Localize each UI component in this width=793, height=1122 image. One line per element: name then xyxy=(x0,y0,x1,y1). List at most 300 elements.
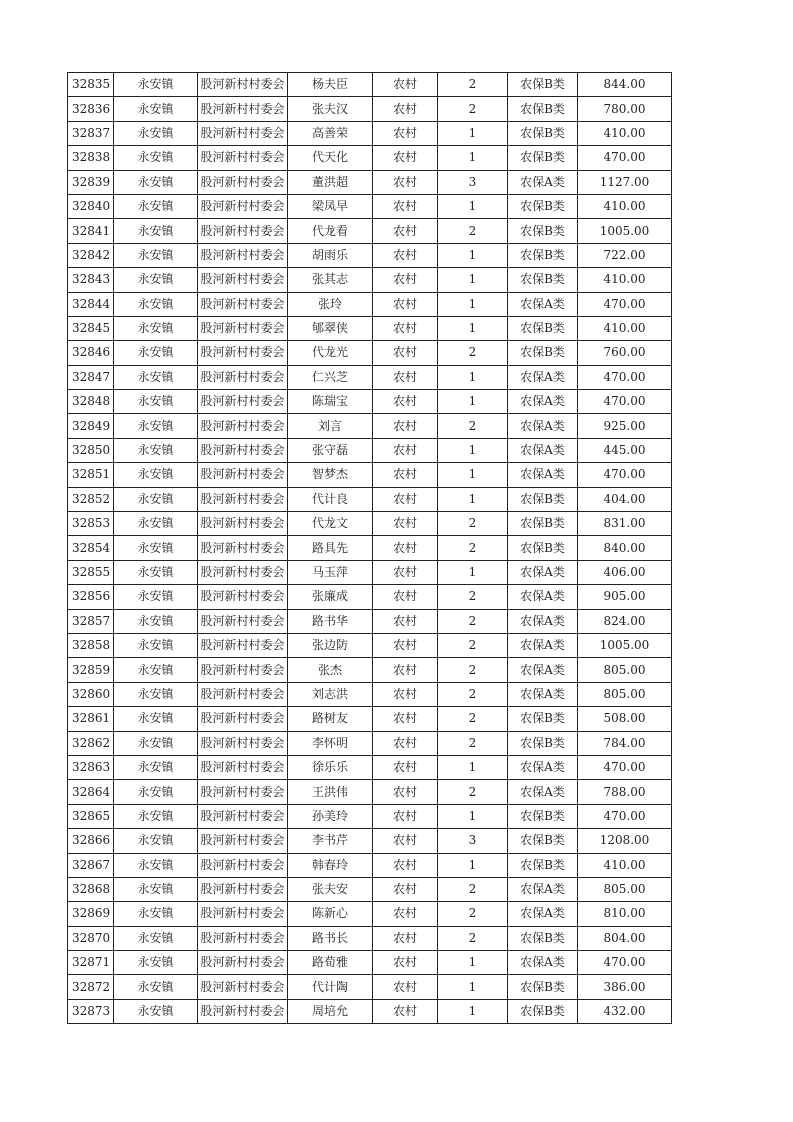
household-type-cell: 农村 xyxy=(373,194,438,218)
table-row xyxy=(68,682,672,706)
member-count-cell: 2 xyxy=(438,97,508,121)
row-id-cell: 32853 xyxy=(68,512,114,536)
household-type-cell: 农村 xyxy=(373,170,438,194)
town-cell: 永安镇 xyxy=(114,121,198,145)
name-cell: 梁凤早 xyxy=(288,194,373,218)
insurance-category-cell: 农保A类 xyxy=(508,170,578,194)
household-type-cell: 农村 xyxy=(373,609,438,633)
name-cell: 韩春玲 xyxy=(288,853,373,877)
member-count-cell: 3 xyxy=(438,829,508,853)
town-cell: 永安镇 xyxy=(114,438,198,462)
name-cell: 张玲 xyxy=(288,292,373,316)
town-cell: 永安镇 xyxy=(114,414,198,438)
household-type-cell: 农村 xyxy=(373,999,438,1023)
member-count-cell: 2 xyxy=(438,219,508,243)
name-cell: 董洪超 xyxy=(288,170,373,194)
row-id-cell: 32855 xyxy=(68,560,114,584)
household-type-cell: 农村 xyxy=(373,853,438,877)
member-count-cell: 2 xyxy=(438,707,508,731)
table-row xyxy=(68,341,672,365)
member-count-cell: 1 xyxy=(438,755,508,779)
household-type-cell: 农村 xyxy=(373,341,438,365)
name-cell: 路具先 xyxy=(288,536,373,560)
table-row xyxy=(68,365,672,389)
member-count-cell: 1 xyxy=(438,390,508,414)
insurance-category-cell: 农保A类 xyxy=(508,292,578,316)
village-cell: 股河新村村委会 xyxy=(198,780,288,804)
amount-cell: 844.00 xyxy=(578,73,672,97)
member-count-cell: 1 xyxy=(438,804,508,828)
row-id-cell: 32869 xyxy=(68,902,114,926)
town-cell: 永安镇 xyxy=(114,755,198,779)
name-cell: 代龙文 xyxy=(288,512,373,536)
household-type-cell: 农村 xyxy=(373,975,438,999)
name-cell: 陈新心 xyxy=(288,902,373,926)
name-cell: 路树友 xyxy=(288,707,373,731)
member-count-cell: 1 xyxy=(438,365,508,389)
name-cell: 胡雨乐 xyxy=(288,243,373,267)
amount-cell: 925.00 xyxy=(578,414,672,438)
row-id-cell: 32843 xyxy=(68,268,114,292)
household-type-cell: 农村 xyxy=(373,682,438,706)
amount-cell: 1208.00 xyxy=(578,829,672,853)
table-row xyxy=(68,219,672,243)
member-count-cell: 1 xyxy=(438,121,508,145)
amount-cell: 432.00 xyxy=(578,999,672,1023)
village-cell: 股河新村村委会 xyxy=(198,731,288,755)
village-cell: 股河新村村委会 xyxy=(198,926,288,950)
household-type-cell: 农村 xyxy=(373,292,438,316)
table-row xyxy=(68,877,672,901)
town-cell: 永安镇 xyxy=(114,365,198,389)
member-count-cell: 1 xyxy=(438,951,508,975)
town-cell: 永安镇 xyxy=(114,731,198,755)
row-id-cell: 32865 xyxy=(68,804,114,828)
member-count-cell: 2 xyxy=(438,780,508,804)
village-cell: 股河新村村委会 xyxy=(198,243,288,267)
row-id-cell: 32873 xyxy=(68,999,114,1023)
name-cell: 代龙看 xyxy=(288,219,373,243)
household-type-cell: 农村 xyxy=(373,243,438,267)
name-cell: 路书长 xyxy=(288,926,373,950)
insurance-category-cell: 农保A类 xyxy=(508,951,578,975)
amount-cell: 410.00 xyxy=(578,853,672,877)
row-id-cell: 32870 xyxy=(68,926,114,950)
insurance-category-cell: 农保A类 xyxy=(508,365,578,389)
table-row xyxy=(68,658,672,682)
insurance-category-cell: 农保A类 xyxy=(508,877,578,901)
row-id-cell: 32846 xyxy=(68,341,114,365)
member-count-cell: 2 xyxy=(438,512,508,536)
data-table xyxy=(67,72,672,1024)
insurance-category-cell: 农保A类 xyxy=(508,609,578,633)
member-count-cell: 2 xyxy=(438,926,508,950)
row-id-cell: 32847 xyxy=(68,365,114,389)
table-row xyxy=(68,268,672,292)
insurance-category-cell: 农保B类 xyxy=(508,926,578,950)
table-row xyxy=(68,292,672,316)
row-id-cell: 32856 xyxy=(68,585,114,609)
amount-cell: 905.00 xyxy=(578,585,672,609)
amount-cell: 804.00 xyxy=(578,926,672,950)
row-id-cell: 32838 xyxy=(68,146,114,170)
table-row xyxy=(68,512,672,536)
amount-cell: 805.00 xyxy=(578,877,672,901)
village-cell: 股河新村村委会 xyxy=(198,975,288,999)
insurance-category-cell: 农保A类 xyxy=(508,438,578,462)
town-cell: 永安镇 xyxy=(114,926,198,950)
name-cell: 马玉萍 xyxy=(288,560,373,584)
household-type-cell: 农村 xyxy=(373,926,438,950)
name-cell: 杨夫臣 xyxy=(288,73,373,97)
household-type-cell: 农村 xyxy=(373,731,438,755)
member-count-cell: 2 xyxy=(438,585,508,609)
insurance-category-cell: 农保A类 xyxy=(508,560,578,584)
village-cell: 股河新村村委会 xyxy=(198,463,288,487)
town-cell: 永安镇 xyxy=(114,560,198,584)
town-cell: 永安镇 xyxy=(114,292,198,316)
village-cell: 股河新村村委会 xyxy=(198,219,288,243)
table-row xyxy=(68,902,672,926)
town-cell: 永安镇 xyxy=(114,658,198,682)
town-cell: 永安镇 xyxy=(114,829,198,853)
household-type-cell: 农村 xyxy=(373,512,438,536)
village-cell: 股河新村村委会 xyxy=(198,951,288,975)
insurance-category-cell: 农保B类 xyxy=(508,707,578,731)
member-count-cell: 1 xyxy=(438,292,508,316)
insurance-category-cell: 农保A类 xyxy=(508,682,578,706)
table-row xyxy=(68,999,672,1023)
row-id-cell: 32858 xyxy=(68,633,114,657)
table-row xyxy=(68,463,672,487)
insurance-category-cell: 农保B类 xyxy=(508,512,578,536)
name-cell: 郇翠侠 xyxy=(288,316,373,340)
insurance-category-cell: 农保B类 xyxy=(508,146,578,170)
amount-cell: 831.00 xyxy=(578,512,672,536)
insurance-category-cell: 农保B类 xyxy=(508,194,578,218)
row-id-cell: 32839 xyxy=(68,170,114,194)
insurance-category-cell: 农保B类 xyxy=(508,219,578,243)
village-cell: 股河新村村委会 xyxy=(198,853,288,877)
town-cell: 永安镇 xyxy=(114,707,198,731)
member-count-cell: 1 xyxy=(438,194,508,218)
insurance-category-cell: 农保B类 xyxy=(508,121,578,145)
village-cell: 股河新村村委会 xyxy=(198,707,288,731)
village-cell: 股河新村村委会 xyxy=(198,316,288,340)
insurance-category-cell: 农保B类 xyxy=(508,536,578,560)
name-cell: 徐乐乐 xyxy=(288,755,373,779)
member-count-cell: 2 xyxy=(438,658,508,682)
amount-cell: 410.00 xyxy=(578,121,672,145)
village-cell: 股河新村村委会 xyxy=(198,536,288,560)
village-cell: 股河新村村委会 xyxy=(198,512,288,536)
village-cell: 股河新村村委会 xyxy=(198,97,288,121)
row-id-cell: 32857 xyxy=(68,609,114,633)
insurance-category-cell: 农保A类 xyxy=(508,658,578,682)
village-cell: 股河新村村委会 xyxy=(198,73,288,97)
amount-cell: 470.00 xyxy=(578,292,672,316)
table-row xyxy=(68,438,672,462)
name-cell: 王洪伟 xyxy=(288,780,373,804)
member-count-cell: 1 xyxy=(438,316,508,340)
amount-cell: 722.00 xyxy=(578,243,672,267)
household-type-cell: 农村 xyxy=(373,487,438,511)
household-type-cell: 农村 xyxy=(373,463,438,487)
household-type-cell: 农村 xyxy=(373,414,438,438)
household-type-cell: 农村 xyxy=(373,707,438,731)
name-cell: 高善荣 xyxy=(288,121,373,145)
insurance-category-cell: 农保B类 xyxy=(508,829,578,853)
town-cell: 永安镇 xyxy=(114,999,198,1023)
member-count-cell: 2 xyxy=(438,414,508,438)
table-row xyxy=(68,97,672,121)
village-cell: 股河新村村委会 xyxy=(198,682,288,706)
row-id-cell: 32866 xyxy=(68,829,114,853)
row-id-cell: 32851 xyxy=(68,463,114,487)
member-count-cell: 2 xyxy=(438,682,508,706)
table-row xyxy=(68,414,672,438)
row-id-cell: 32854 xyxy=(68,536,114,560)
household-type-cell: 农村 xyxy=(373,536,438,560)
row-id-cell: 32868 xyxy=(68,877,114,901)
insurance-category-cell: 农保B类 xyxy=(508,999,578,1023)
name-cell: 周培允 xyxy=(288,999,373,1023)
table-row xyxy=(68,926,672,950)
town-cell: 永安镇 xyxy=(114,243,198,267)
village-cell: 股河新村村委会 xyxy=(198,341,288,365)
amount-cell: 470.00 xyxy=(578,755,672,779)
member-count-cell: 1 xyxy=(438,487,508,511)
village-cell: 股河新村村委会 xyxy=(198,414,288,438)
village-cell: 股河新村村委会 xyxy=(198,877,288,901)
town-cell: 永安镇 xyxy=(114,585,198,609)
member-count-cell: 1 xyxy=(438,975,508,999)
row-id-cell: 32863 xyxy=(68,755,114,779)
member-count-cell: 2 xyxy=(438,73,508,97)
table-row xyxy=(68,536,672,560)
town-cell: 永安镇 xyxy=(114,609,198,633)
amount-cell: 404.00 xyxy=(578,487,672,511)
town-cell: 永安镇 xyxy=(114,975,198,999)
row-id-cell: 32861 xyxy=(68,707,114,731)
amount-cell: 1127.00 xyxy=(578,170,672,194)
village-cell: 股河新村村委会 xyxy=(198,438,288,462)
village-cell: 股河新村村委会 xyxy=(198,609,288,633)
village-cell: 股河新村村委会 xyxy=(198,170,288,194)
amount-cell: 784.00 xyxy=(578,731,672,755)
member-count-cell: 1 xyxy=(438,560,508,584)
name-cell: 路书华 xyxy=(288,609,373,633)
insurance-category-cell: 农保B类 xyxy=(508,731,578,755)
village-cell: 股河新村村委会 xyxy=(198,658,288,682)
town-cell: 永安镇 xyxy=(114,853,198,877)
member-count-cell: 1 xyxy=(438,146,508,170)
name-cell: 代计陶 xyxy=(288,975,373,999)
amount-cell: 810.00 xyxy=(578,902,672,926)
name-cell: 刘言 xyxy=(288,414,373,438)
village-cell: 股河新村村委会 xyxy=(198,633,288,657)
table-row xyxy=(68,73,672,97)
household-type-cell: 农村 xyxy=(373,121,438,145)
name-cell: 张夫汉 xyxy=(288,97,373,121)
village-cell: 股河新村村委会 xyxy=(198,902,288,926)
household-type-cell: 农村 xyxy=(373,804,438,828)
name-cell: 张廉成 xyxy=(288,585,373,609)
name-cell: 代龙光 xyxy=(288,341,373,365)
row-id-cell: 32837 xyxy=(68,121,114,145)
household-type-cell: 农村 xyxy=(373,585,438,609)
amount-cell: 760.00 xyxy=(578,341,672,365)
member-count-cell: 2 xyxy=(438,341,508,365)
village-cell: 股河新村村委会 xyxy=(198,829,288,853)
household-type-cell: 农村 xyxy=(373,365,438,389)
table-row xyxy=(68,755,672,779)
name-cell: 孙美玲 xyxy=(288,804,373,828)
name-cell: 李书芹 xyxy=(288,829,373,853)
household-type-cell: 农村 xyxy=(373,390,438,414)
village-cell: 股河新村村委会 xyxy=(198,999,288,1023)
member-count-cell: 2 xyxy=(438,877,508,901)
insurance-category-cell: 农保A类 xyxy=(508,463,578,487)
name-cell: 仁兴芝 xyxy=(288,365,373,389)
household-type-cell: 农村 xyxy=(373,829,438,853)
household-type-cell: 农村 xyxy=(373,316,438,340)
amount-cell: 470.00 xyxy=(578,390,672,414)
member-count-cell: 1 xyxy=(438,999,508,1023)
member-count-cell: 1 xyxy=(438,853,508,877)
table-row xyxy=(68,121,672,145)
amount-cell: 445.00 xyxy=(578,438,672,462)
town-cell: 永安镇 xyxy=(114,902,198,926)
town-cell: 永安镇 xyxy=(114,146,198,170)
town-cell: 永安镇 xyxy=(114,780,198,804)
household-type-cell: 农村 xyxy=(373,780,438,804)
member-count-cell: 2 xyxy=(438,731,508,755)
name-cell: 智梦杰 xyxy=(288,463,373,487)
name-cell: 张其志 xyxy=(288,268,373,292)
village-cell: 股河新村村委会 xyxy=(198,121,288,145)
insurance-category-cell: 农保B类 xyxy=(508,73,578,97)
row-id-cell: 32840 xyxy=(68,194,114,218)
amount-cell: 470.00 xyxy=(578,146,672,170)
household-type-cell: 农村 xyxy=(373,902,438,926)
table-row xyxy=(68,731,672,755)
table-row xyxy=(68,585,672,609)
insurance-category-cell: 农保B类 xyxy=(508,268,578,292)
village-cell: 股河新村村委会 xyxy=(198,755,288,779)
village-cell: 股河新村村委会 xyxy=(198,560,288,584)
insurance-category-cell: 农保B类 xyxy=(508,804,578,828)
row-id-cell: 32859 xyxy=(68,658,114,682)
village-cell: 股河新村村委会 xyxy=(198,292,288,316)
row-id-cell: 32848 xyxy=(68,390,114,414)
town-cell: 永安镇 xyxy=(114,170,198,194)
row-id-cell: 32835 xyxy=(68,73,114,97)
town-cell: 永安镇 xyxy=(114,390,198,414)
household-type-cell: 农村 xyxy=(373,951,438,975)
amount-cell: 406.00 xyxy=(578,560,672,584)
town-cell: 永安镇 xyxy=(114,804,198,828)
member-count-cell: 1 xyxy=(438,438,508,462)
amount-cell: 470.00 xyxy=(578,463,672,487)
amount-cell: 410.00 xyxy=(578,268,672,292)
row-id-cell: 32841 xyxy=(68,219,114,243)
village-cell: 股河新村村委会 xyxy=(198,194,288,218)
amount-cell: 1005.00 xyxy=(578,633,672,657)
table-row xyxy=(68,804,672,828)
village-cell: 股河新村村委会 xyxy=(198,804,288,828)
amount-cell: 410.00 xyxy=(578,194,672,218)
amount-cell: 470.00 xyxy=(578,804,672,828)
town-cell: 永安镇 xyxy=(114,512,198,536)
table-row xyxy=(68,146,672,170)
village-cell: 股河新村村委会 xyxy=(198,146,288,170)
village-cell: 股河新村村委会 xyxy=(198,365,288,389)
amount-cell: 410.00 xyxy=(578,316,672,340)
insurance-category-cell: 农保B类 xyxy=(508,97,578,121)
amount-cell: 470.00 xyxy=(578,951,672,975)
amount-cell: 840.00 xyxy=(578,536,672,560)
household-type-cell: 农村 xyxy=(373,219,438,243)
row-id-cell: 32871 xyxy=(68,951,114,975)
name-cell: 张守磊 xyxy=(288,438,373,462)
name-cell: 路荀雅 xyxy=(288,951,373,975)
household-type-cell: 农村 xyxy=(373,73,438,97)
row-id-cell: 32867 xyxy=(68,853,114,877)
row-id-cell: 32844 xyxy=(68,292,114,316)
name-cell: 张杰 xyxy=(288,658,373,682)
table-row xyxy=(68,829,672,853)
table-row xyxy=(68,780,672,804)
town-cell: 永安镇 xyxy=(114,877,198,901)
village-cell: 股河新村村委会 xyxy=(198,390,288,414)
member-count-cell: 2 xyxy=(438,536,508,560)
row-id-cell: 32845 xyxy=(68,316,114,340)
amount-cell: 386.00 xyxy=(578,975,672,999)
name-cell: 刘志洪 xyxy=(288,682,373,706)
insurance-category-cell: 农保A类 xyxy=(508,414,578,438)
town-cell: 永安镇 xyxy=(114,268,198,292)
amount-cell: 1005.00 xyxy=(578,219,672,243)
member-count-cell: 2 xyxy=(438,902,508,926)
table-row xyxy=(68,609,672,633)
name-cell: 陈瑞宝 xyxy=(288,390,373,414)
row-id-cell: 32836 xyxy=(68,97,114,121)
row-id-cell: 32850 xyxy=(68,438,114,462)
town-cell: 永安镇 xyxy=(114,682,198,706)
table-row xyxy=(68,975,672,999)
member-count-cell: 1 xyxy=(438,463,508,487)
household-type-cell: 农村 xyxy=(373,658,438,682)
member-count-cell: 2 xyxy=(438,609,508,633)
member-count-cell: 2 xyxy=(438,633,508,657)
row-id-cell: 32842 xyxy=(68,243,114,267)
town-cell: 永安镇 xyxy=(114,487,198,511)
insurance-category-cell: 农保A类 xyxy=(508,633,578,657)
insurance-category-cell: 农保A类 xyxy=(508,902,578,926)
table-row xyxy=(68,853,672,877)
table-row xyxy=(68,243,672,267)
household-type-cell: 农村 xyxy=(373,438,438,462)
insurance-category-cell: 农保B类 xyxy=(508,487,578,511)
table-row xyxy=(68,170,672,194)
row-id-cell: 32862 xyxy=(68,731,114,755)
table-row xyxy=(68,390,672,414)
town-cell: 永安镇 xyxy=(114,463,198,487)
row-id-cell: 32860 xyxy=(68,682,114,706)
table-row xyxy=(68,707,672,731)
amount-cell: 508.00 xyxy=(578,707,672,731)
